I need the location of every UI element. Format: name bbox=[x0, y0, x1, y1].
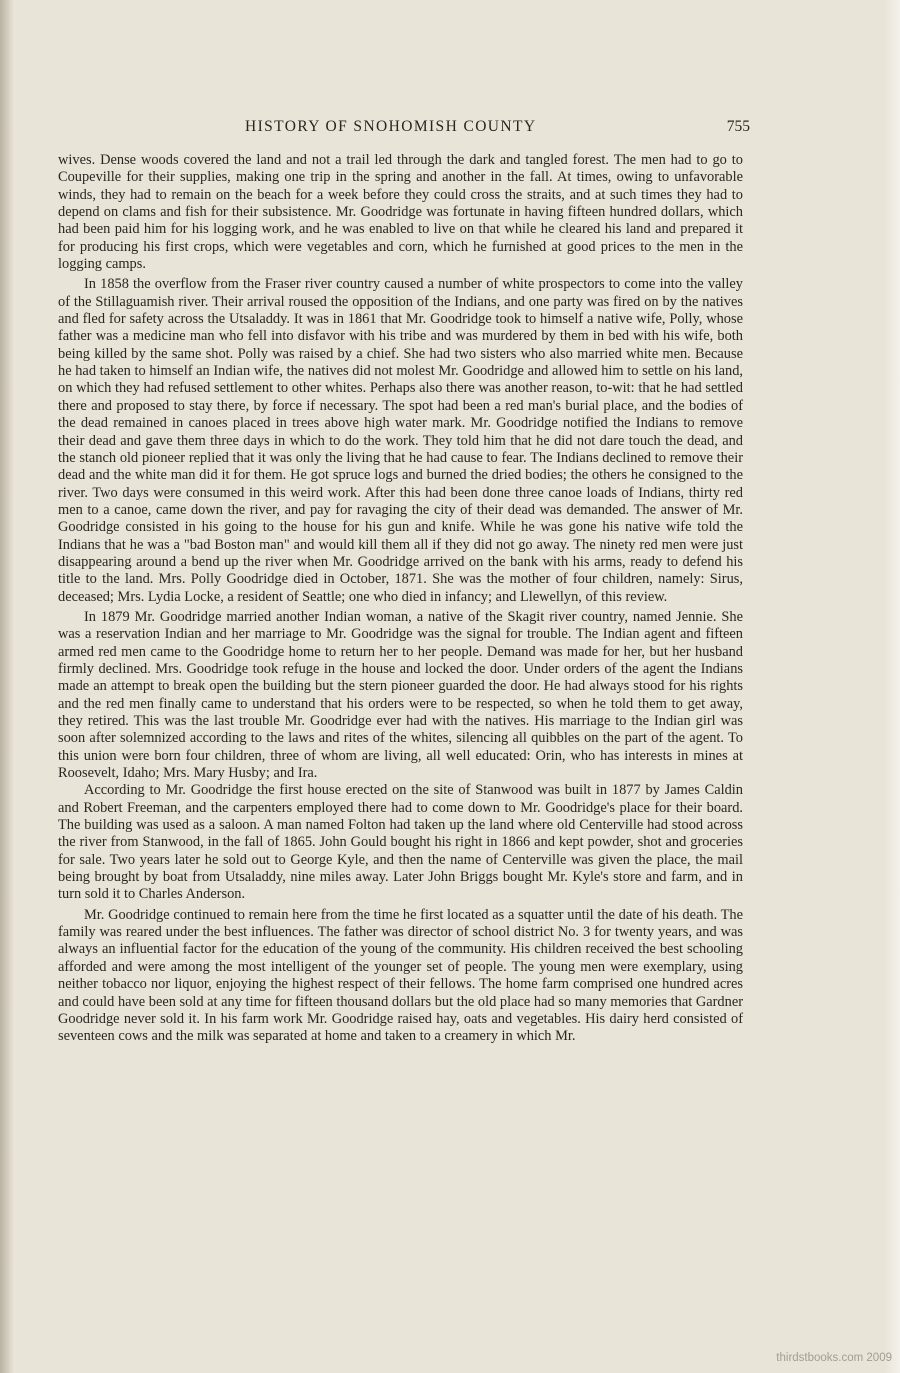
paragraph-1: wives. Dense woods covered the land and not a trail led through the dark and tangled forest. The men had to go to Coupeville for their supplies, making one trip in the spring and another in the fall. At times, owing to unfavorable winds, they had to remain on the beach for a week before they could cross the straits, and at such times they had to depend on clams and fish for their subsistence. Mr. Goodridge was fortunate in having fifteen hundred dollars, which had been paid him for his logging work, and he was enabled to live on that while he cleared his land and prepared it for producing his first crops, which were vegetables and corn, which he furnished at good prices to the men in the logging camps. bbox=[58, 152, 743, 273]
page-header bbox=[60, 118, 750, 140]
paragraph-3: In 1879 Mr. Goodridge married another Indian woman, a native of the Skagit river country, named Jennie. She was a reservation Indian and her marriage to Mr. Goodridge was the signal for trouble. The Indian agent and fifteen armed red men came to the Goodridge home to return her to her people. Demand was made for her, but her husband firmly declined. Mrs. Goodridge took refuge in the house and locked the door. Under orders of the agent the Indians made an attempt to break open the building but the stern pioneer guarded the door. He had always stood for his rights and the red men finally came to understand that his orders were to be respected, so when he told them to get away, they retired. This was the last trouble Mr. Goodridge ever had with the natives. His marriage to the Indian girl was soon after solemnized according to the laws and rites of the whites, silencing all quibbles on the part of the agent. To this union were born four children, three of whom are living, all well educated: Orin, who has interests in mines at Roosevelt, Idaho; Mrs. Mary Husby; and Ira. bbox=[58, 608, 743, 782]
running-title: HISTORY OF SNOHOMISH COUNTY bbox=[245, 118, 537, 135]
paragraph-4: According to Mr. Goodridge the first house erected on the site of Stanwood was built in 1877 by James Caldin and Robert Freeman, and the carpenters employed there had to come down to Mr. Goodridge's place for their board. The building was used as a saloon. A man named Folton had taken up the land where old Centerville had stood across the river from Stanwood, in the fall of 1865. John Gould bought his right in 1866 and kept powder, shot and groceries for sale. Two years later he sold out to George Kyle, and then the name of Centerville was given the place, the mail being brought by boat from Utsaladdy, nine miles away. Later John Briggs bought Mr. Kyle's store and farm, and in turn sold it to Charles Anderson. bbox=[58, 782, 743, 903]
page-number: 755 bbox=[726, 118, 750, 135]
page-edge bbox=[884, 0, 900, 1373]
paragraph-5: Mr. Goodridge continued to remain here from the time he first located as a squatter until the date of his death. The family was reared under the best influences. The father was director of school district No. 3 for twenty years, and was always an influential factor for the education of the young of the community. His children received the best schooling afforded and were among the most intelligent of the younger set of people. The young men were exemplary, using neither tobacco nor liquor, enjoying the highest respect of their fellows. The home farm comprised one hundred acres and could have been sold at any time for fifteen thousand dollars but the old place had so many memories that Gardner Goodridge never sold it. In his farm work Mr. Goodridge raised hay, oats and vegetables. His dairy herd consisted of seventeen cows and the milk was separated at home and taken to a creamery in which Mr. bbox=[58, 906, 743, 1045]
body-text bbox=[58, 152, 743, 1046]
page-spine-shadow bbox=[0, 0, 14, 1373]
paragraph-2: In 1858 the overflow from the Fraser river country caused a number of white prospectors to come into the valley of the Stillaguamish river. Their arrival roused the opposition of the Indians, and one party was fired on by the natives and fled for safety across the Utsaladdy. It was in 1861 that Mr. Goodridge took to himself a native wife, Polly, whose father was a medicine man who fell into disfavor with his tribe and was murdered by them in bed with his wife, both being killed by the same shot. Polly was raised by a chief. She had two sisters who also married white men. Because he had taken to himself an Indian wife, the natives did not molest Mr. Goodridge and allowed him to settle on his land, on which they had refused settlement to other whites. Perhaps also there was another reason, to-wit: that he had settled there and proposed to stay there, by force if necessary. The spot had been a red man's burial place, and the bodies of the dead remained in canoes placed in trees above high water mark. Mr. Goodridge notified the Indians to remove their dead and gave them three days in which to do the work. They told him that he did not dare touch the dead, and the stanch old pioneer replied that it was only the living that he had cause to fear. The Indians declined to remove their dead and the white man did it for them. He got spruce logs and burned the dried bodies; the others he consigned to the river. Two days were consumed in this weird work. After this had been done three canoe loads of Indians, thirty red men to a canoe, came down the river, and pay for ravaging the city of their dead was demanded. The answer of Mr. Goodridge consisted in his going to the house for his gun and knife. While he was gone his native wife told the Indians that he was a "bad Boston man" and would kill them all if they did not go away. The ninety red men were just disappearing around a bend up the river when Mr. Goodridge arrived on the bank with his arms, ready to defend his title to the land. Mrs. Polly Goodridge died in October, 1871. She was the mother of four children, namely: Sirus, deceased; Mrs. Lydia Locke, a resident of Seattle; one who died in infancy; and Llewellyn, of this review. bbox=[58, 276, 743, 605]
watermark: thirdstbooks.com 2009 bbox=[776, 1352, 892, 1364]
